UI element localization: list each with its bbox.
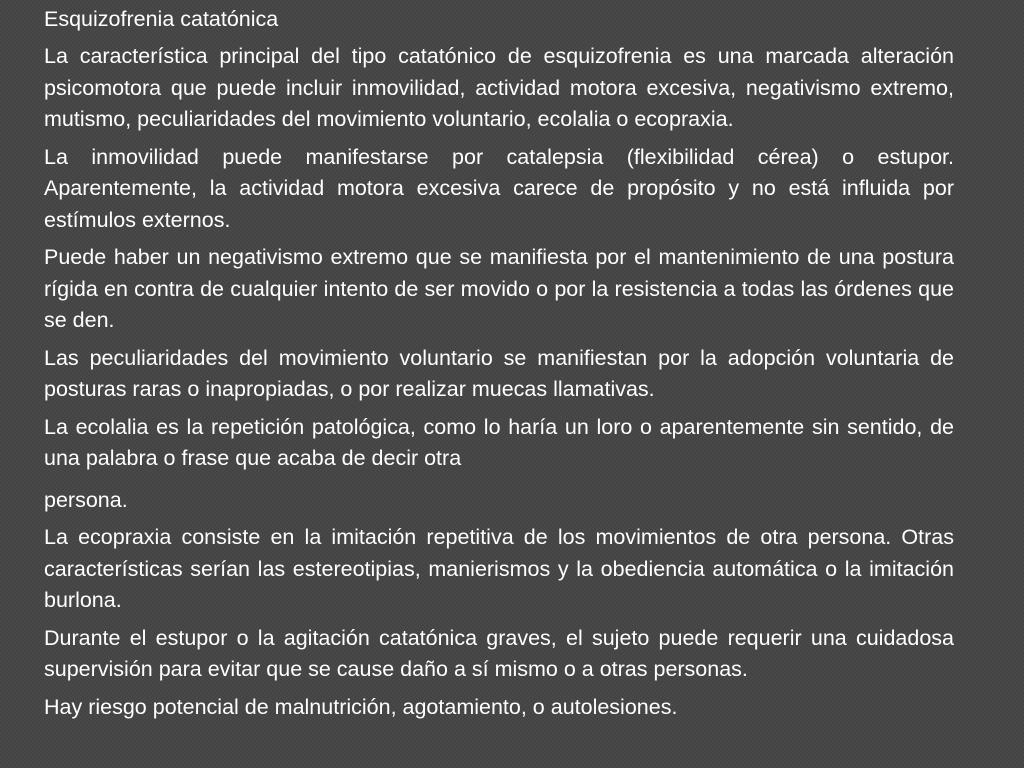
slide-title: Esquizofrenia catatónica: [44, 7, 279, 31]
paragraph-echolalia-continued: persona.: [44, 487, 128, 512]
paragraph-echopraxia: La ecopraxia consiste en la imitación repetitiva de los movimientos de otra persona. Otras características serían las estereotipias, manierismos y la obediencia automática o la imitación burlona.: [44, 525, 954, 612]
slide-content: [44, 4, 954, 723]
paragraph-immobility: La inmovilidad puede manifestarse por catalepsia (flexibilidad cérea) o estupor. Aparentemente, la actividad motora excesiva carece de propósito y no está influida por estímulos externos.: [44, 144, 954, 232]
paragraph-stupor-supervision: Durante el estupor o la agitación catatónica graves, el sujeto puede requerir una cuidadosa supervisión para evitar que se cause daño a sí mismo o a otras personas.: [44, 625, 954, 681]
paragraph-voluntary-movement: Las peculiaridades del movimiento voluntario se manifiestan por la adopción voluntaria de posturas raras o inapropiadas, o por realizar muecas llamativas.: [44, 345, 954, 401]
paragraph-risks: Hay riesgo potencial de malnutrición, agotamiento, o autolesiones.: [44, 694, 678, 719]
paragraph-main-feature: La característica principal del tipo catatónico de esquizofrenia es una marcada alteración psicomotora que puede incluir inmovilidad, actividad motora excesiva, negativismo extremo, mutismo, peculiaridades del movimiento voluntario, ecolalia o ecopraxia.: [44, 44, 954, 131]
paragraph-negativism: Puede haber un negativismo extremo que se manifiesta por el mantenimiento de una postura rígida en contra de cualquier intento de ser movido o por la resistencia a todas las órdenes que se den.: [44, 245, 954, 332]
paragraph-echolalia: La ecolalia es la repetición patológica, como lo haría un loro o aparentemente sin sentido, de una palabra o frase que acaba de decir otra: [44, 414, 954, 470]
